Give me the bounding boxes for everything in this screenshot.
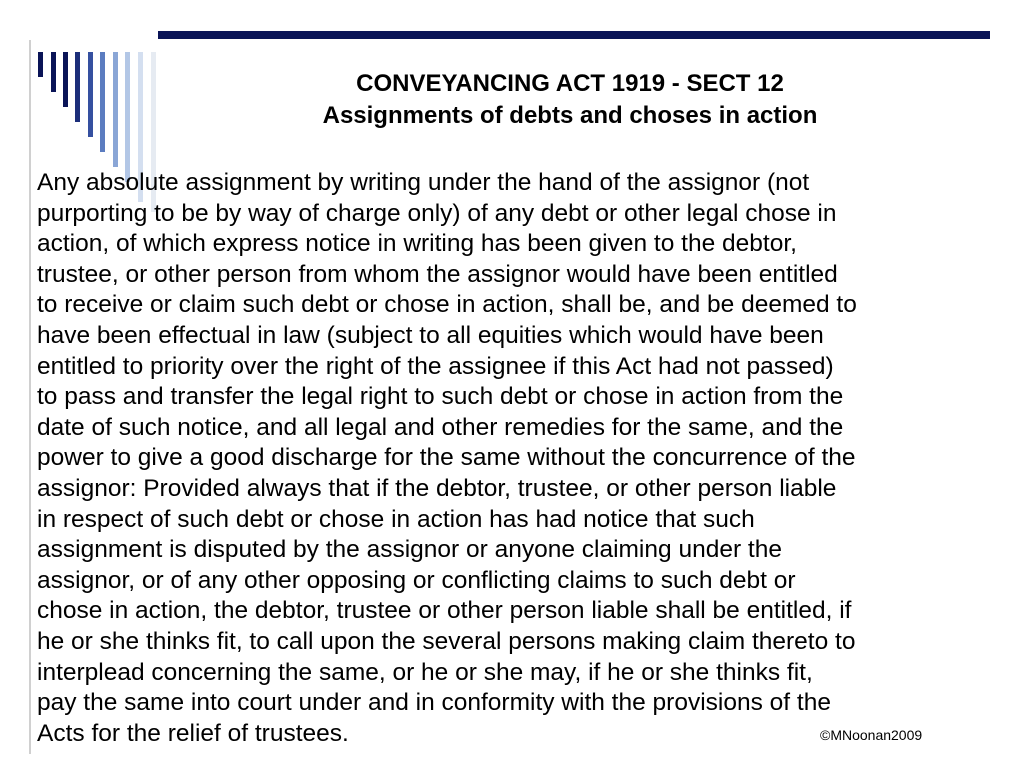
decorative-stripe <box>100 52 105 152</box>
text-line: Acts for the relief of trustees. <box>37 719 349 747</box>
text-line: interplead concerning the same, or he or she may, if he or she thinks fit, <box>37 658 813 686</box>
text-line: in respect of such debt or chose in action has had notice that such <box>37 505 755 533</box>
text-line: Any absolute assignment by writing under the hand of the assignor (not <box>37 169 810 196</box>
text-line: purporting to be by way of charge only) of any debt or other legal chose in <box>37 199 837 227</box>
decorative-stripe <box>125 52 130 182</box>
decorative-stripe <box>75 52 80 122</box>
decorative-stripe <box>113 52 118 167</box>
text-line: to receive or claim such debt or chose in action, shall be, and be deemed to <box>37 291 857 319</box>
text-line: date of such notice, and all legal and other remedies for the same, and the <box>37 413 844 441</box>
text-line: entitled to priority over the right of the assignee if this Act had not passed) <box>37 352 834 380</box>
decorative-stripe <box>63 52 68 107</box>
text-line: assignor: Provided always that if the debtor, trustee, or other person liable <box>37 474 837 502</box>
text-line: pay the same into court under and in conformity with the provisions of the <box>37 689 831 717</box>
text-line: trustee, or other person from whom the assignor would have been entitled <box>37 260 838 288</box>
decorative-stripe <box>51 52 56 92</box>
title-line-2: Assignments of debts and choses in action <box>322 102 818 129</box>
text-line: power to give a good discharge for the same without the concurrence of the <box>37 444 856 472</box>
text-line: he or she thinks fit, to call upon the several persons making claim thereto to <box>37 627 856 655</box>
text-line: to pass and transfer the legal right to such debt or chose in action from the <box>37 383 844 411</box>
text-line: chose in action, the debtor, trustee or other person liable shall be entitled, if <box>37 597 852 625</box>
statute-text <box>37 168 997 749</box>
slide-title <box>250 68 890 132</box>
copyright-notice: ©MNoonan2009 <box>820 727 923 743</box>
text-line: have been effectual in law (subject to all equities which would have been <box>37 321 824 349</box>
title-line-1: CONVEYANCING ACT 1919 - SECT 12 <box>356 70 784 97</box>
text-line: assignment is disputed by the assignor or anyone claiming under the <box>37 536 782 564</box>
decorative-stripe <box>38 52 43 77</box>
text-line: assignor, or of any other opposing or conflicting claims to such debt or <box>37 566 796 594</box>
decorative-stripe <box>88 52 93 137</box>
top-accent-rule <box>158 31 990 39</box>
text-line: action, of which express notice in writing has been given to the debtor, <box>37 230 797 258</box>
